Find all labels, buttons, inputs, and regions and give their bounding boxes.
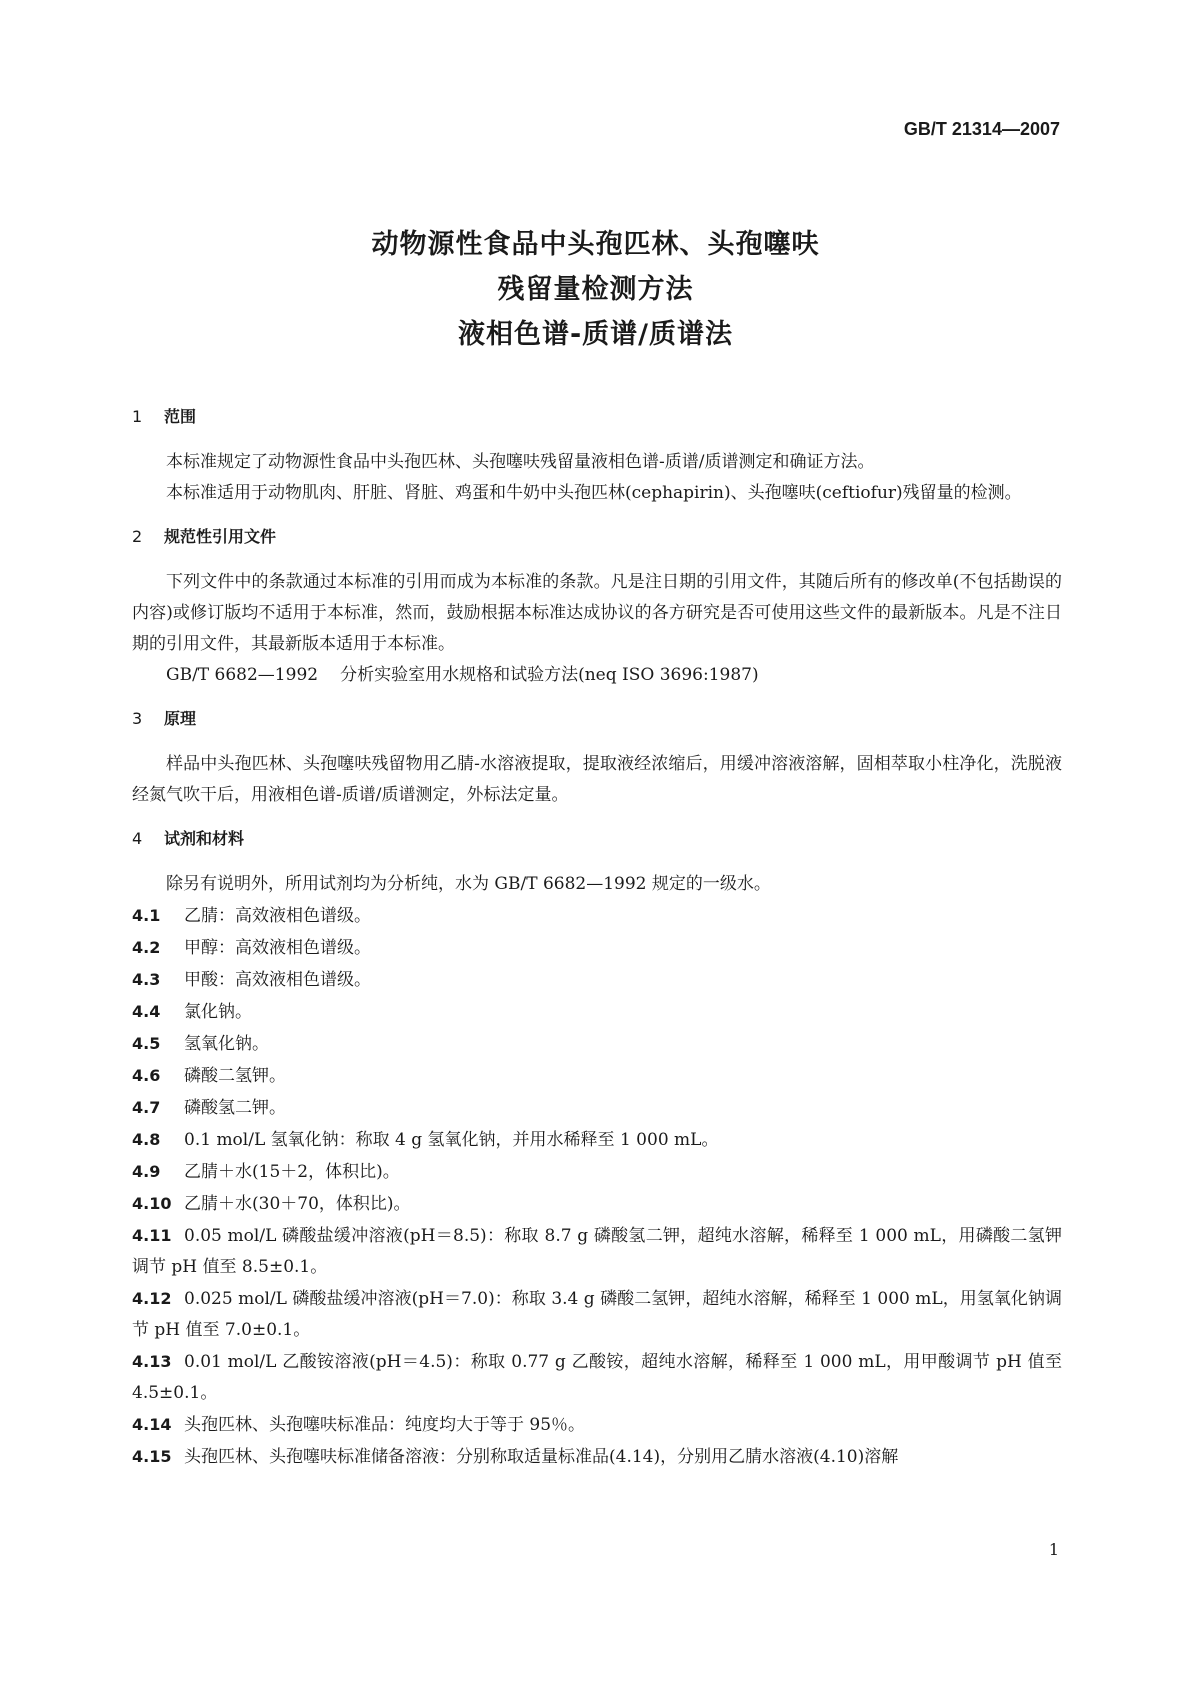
list-item <box>132 900 1062 932</box>
title-line-2: 残留量检测方法 <box>497 274 694 305</box>
section-number: 2 <box>132 527 143 546</box>
section-number: 1 <box>132 407 143 426</box>
item-number: 4.12 <box>132 1289 172 1308</box>
paragraph: 样品中头孢匹林、头孢噻呋残留物用乙腈-水溶液提取，提取液经浓缩后，用缓冲溶液溶解，固相萃取小柱净化，洗脱液经氮气吹干后，用液相色谱-质谱/质谱测定，外标法定量。 <box>132 754 1062 805</box>
item-text: 乙腈＋水(30＋70，体积比)。 <box>184 1194 411 1214</box>
list-item <box>132 1028 1062 1060</box>
item-text: 乙腈：高效液相色谱级。 <box>184 906 371 926</box>
item-number: 4.5 <box>132 1034 161 1053</box>
item-text: 头孢匹林、头孢噻呋标准品：纯度均大于等于 95％。 <box>184 1415 586 1435</box>
list-item <box>132 1060 1062 1092</box>
list-item <box>132 932 1062 964</box>
section-number: 3 <box>132 709 143 728</box>
list-item <box>132 1346 1062 1409</box>
list-item <box>132 1188 1062 1220</box>
reference-code: GB/T 6682—1992 <box>166 665 319 685</box>
list-item <box>132 964 1062 996</box>
item-text: 0.1 mol/L 氢氧化钠：称取 4 g 氢氧化钠，并用水稀释至 1 000 mL。 <box>184 1130 719 1150</box>
item-text: 甲酸：高效液相色谱级。 <box>184 970 371 990</box>
list-item <box>132 996 1062 1028</box>
item-text: 0.05 mol/L 磷酸盐缓冲溶液(pH＝8.5)：称取 8.7 g 磷酸氢二钾，超纯水溶解，稀释至 1 000 mL，用磷酸二氢钾调节 pH 值至 8.5±0.1。 <box>132 1226 1062 1277</box>
item-number: 4.14 <box>132 1415 172 1434</box>
list-item <box>132 1124 1062 1156</box>
section-title: 范围 <box>164 407 197 426</box>
item-number: 4.10 <box>132 1194 172 1213</box>
list-item <box>132 1156 1062 1188</box>
section-title: 试剂和材料 <box>164 829 245 848</box>
list-item <box>132 1220 1062 1283</box>
item-text: 0.025 mol/L 磷酸盐缓冲溶液(pH＝7.0)：称取 3.4 g 磷酸二氢钾，超纯水溶解，稀释至 1 000 mL，用氢氧化钠调节 pH 值至 7.0±0.1。 <box>132 1289 1062 1340</box>
item-text: 氯化钠。 <box>184 1002 252 1022</box>
list-item <box>132 1283 1062 1346</box>
item-number: 4.7 <box>132 1098 161 1117</box>
section-title: 原理 <box>164 709 197 728</box>
paragraph: 除另有说明外，所用试剂均为分析纯，水为 GB/T 6682—1992 规定的一级水。 <box>166 874 771 894</box>
item-number: 4.15 <box>132 1447 172 1466</box>
list-item <box>132 1092 1062 1124</box>
item-text: 磷酸二氢钾。 <box>184 1066 286 1086</box>
section-title: 规范性引用文件 <box>164 527 277 546</box>
reference-entry <box>132 660 1062 691</box>
page-number: 1 <box>1048 1540 1059 1559</box>
document-title <box>0 222 1191 357</box>
standard-number: GB/T 21314—2007 <box>903 119 1060 139</box>
paragraph: 本标准适用于动物肌肉、肝脏、肾脏、鸡蛋和牛奶中头孢匹林(cephapirin)、头孢噻呋(ceftiofur)残留量的检测。 <box>166 483 1022 503</box>
item-number: 4.13 <box>132 1352 172 1371</box>
section-heading-normative-references <box>132 525 1062 549</box>
reference-title: 分析实验室用水规格和试验方法(neq ISO 3696:1987) <box>340 665 759 685</box>
paragraph: 下列文件中的条款通过本标准的引用而成为本标准的条款。凡是注日期的引用文件，其随后所有的修改单(不包括勘误的内容)或修订版均不适用于本标准，然而，鼓励根据本标准达成协议的各方研究是否可使用这些文件的最新版本。凡是不注日期的引用文件，其最新版本适用于本标准。 <box>132 572 1062 654</box>
list-item <box>132 1441 1062 1473</box>
item-number: 4.1 <box>132 906 161 925</box>
list-item <box>132 1409 1062 1441</box>
title-line-1: 动物源性食品中头孢匹林、头孢噻呋 <box>371 229 820 260</box>
section-heading-reagents <box>132 827 1062 851</box>
item-number: 4.9 <box>132 1162 161 1181</box>
item-text: 乙腈＋水(15＋2，体积比)。 <box>184 1162 400 1182</box>
item-number: 4.6 <box>132 1066 161 1085</box>
section-heading-scope <box>132 405 1062 429</box>
section-number: 4 <box>132 829 143 848</box>
item-number: 4.3 <box>132 970 161 989</box>
item-number: 4.8 <box>132 1130 161 1149</box>
title-line-3: 液相色谱-质谱/质谱法 <box>457 319 734 350</box>
paragraph: 本标准规定了动物源性食品中头孢匹林、头孢噻呋残留量液相色谱-质谱/质谱测定和确证方法。 <box>166 452 875 472</box>
item-number: 4.11 <box>132 1226 172 1245</box>
item-text: 0.01 mol/L 乙酸铵溶液(pH＝4.5)：称取 0.77 g 乙酸铵，超纯水溶解，稀释至 1 000 mL，用甲酸调节 pH 值至 4.5±0.1。 <box>132 1352 1062 1403</box>
section-heading-principle <box>132 707 1062 731</box>
item-number: 4.2 <box>132 938 161 957</box>
item-number: 4.4 <box>132 1002 161 1021</box>
item-text: 甲醇：高效液相色谱级。 <box>184 938 371 958</box>
item-text: 磷酸氢二钾。 <box>184 1098 286 1118</box>
item-text: 头孢匹林、头孢噻呋标准储备溶液：分别称取适量标准品(4.14)，分别用乙腈水溶液(4.10)溶解 <box>184 1447 899 1467</box>
item-text: 氢氧化钠。 <box>184 1034 269 1054</box>
document-body <box>132 405 1062 1473</box>
